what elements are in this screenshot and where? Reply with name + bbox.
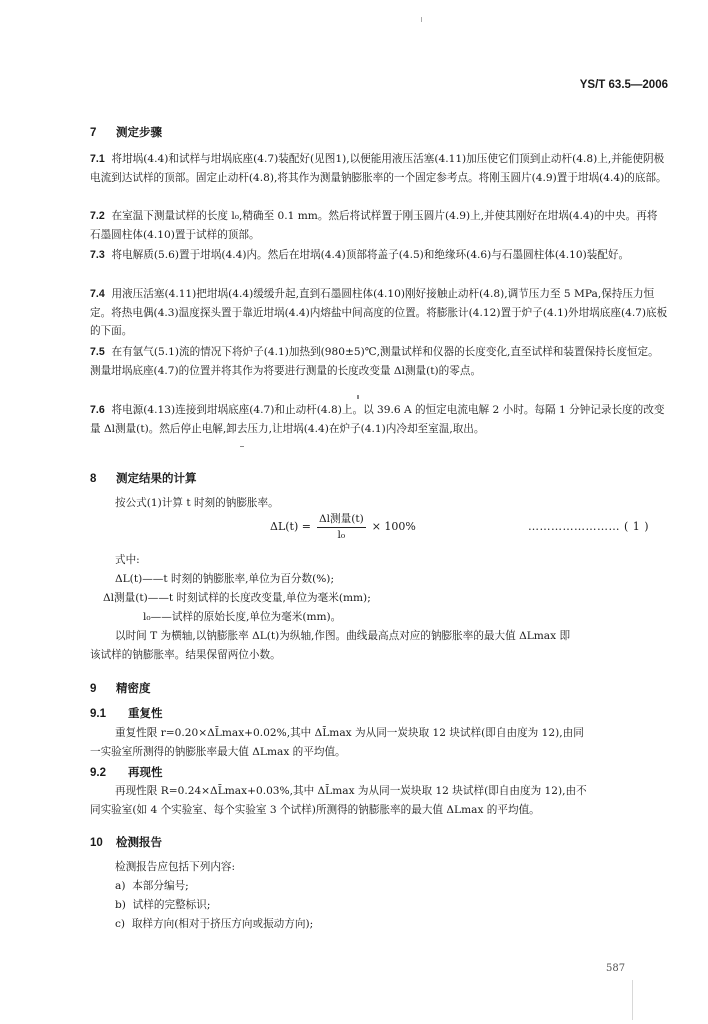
section-8-heading <box>90 470 197 486</box>
definition-delta-l: ΔL(t)——t 时刻的钠膨胀率,单位为百分数(%); <box>115 573 335 585</box>
repeatability-line-2: 一实验室所测得的钠膨胀率最大值 ΔLmax 的平均值。 <box>90 746 346 758</box>
where-label: 式中: <box>115 554 140 566</box>
paragraph-7-4 <box>90 285 668 341</box>
subsection-9-2-heading <box>90 764 163 780</box>
clause-number: 7.6 <box>90 404 105 416</box>
formula-number: …………………… ( 1 ) <box>528 520 650 533</box>
formula-numerator: Δl测量(t) <box>317 511 366 528</box>
item-label: a) <box>115 880 126 892</box>
formula-denominator: l₀ <box>337 529 346 541</box>
subsection-title: 重复性 <box>128 708 163 720</box>
item-text: 试样的完整标识; <box>132 899 211 911</box>
reproducibility-line-2: 同实验室(如 4 个实验室、每个实验室 3 个试样)所测得的钠膨胀率的最大值 ΔLmax 的平均值。 <box>90 804 540 816</box>
clause-number: 7.5 <box>90 346 105 358</box>
section-10-heading <box>90 834 162 850</box>
report-item-c <box>115 916 313 931</box>
subsection-title: 再现性 <box>128 767 163 779</box>
clause-number: 7.3 <box>90 249 105 261</box>
clause-text: 将电解质(5.6)置于坩埚(4.4)内。然后在坩埚(4.4)顶部将盖子(4.5)和绝缘环(4.6)与石墨圆柱体(4.10)装配好。 <box>111 249 630 261</box>
section-7-heading <box>90 124 162 140</box>
subsection-9-1-heading <box>90 705 163 721</box>
standard-code: YS/T 63.5—2006 <box>579 79 668 91</box>
reproducibility-line-1: 再现性限 R=0.24×ΔL̄max+0.03%,其中 ΔL̄max 为从同一炭块取 12 块试样(即自由度为 12),由不 <box>115 785 587 797</box>
paragraph-7-2 <box>90 207 668 244</box>
clause-text: 将坩埚(4.4)和试样与坩埚底座(4.7)装配好(见图1),以便能用液压活塞(4.11)加压使它们顶到止动杆(4.8)上,并能使阴极电流到达试样的顶部。固定止动杆(4.8),将其作为测量钠膨胀率的一个固定参考点。将刚玉圆片(4.9)置于坩埚(4.4)的底部。 <box>90 153 667 184</box>
formula-1 <box>270 511 416 541</box>
calc-intro: 按公式(1)计算 t 时刻的钠膨胀率。 <box>115 497 279 509</box>
repeatability-line-1: 重复性限 r=0.20×ΔL̄max+0.02%,其中 ΔL̄max 为从同一炭块取 12 块试样(即自由度为 12),由同 <box>115 727 584 739</box>
section-number: 10 <box>90 837 103 849</box>
definition-delta-l-measured: Δl测量(t)——t 时刻试样的长度改变量,单位为毫米(mm); <box>103 592 371 604</box>
clause-text: 将电源(4.13)连接到坩埚底座(4.7)和止动杆(4.8)上。以 39.6 A 的恒定电流电解 2 小时。每隔 1 分钟记录长度的改变量 Δl测量(t)。然后停止电解,卸去压力,让坩埚(4.4)在炉子(4.1)内冷却至室温,取出。 <box>90 404 665 435</box>
scan-speck <box>421 17 422 22</box>
formula-rhs: × 100% <box>371 519 416 533</box>
section-title: 精密度 <box>116 683 151 695</box>
subsection-number: 9.1 <box>90 708 106 720</box>
item-label: c) <box>115 918 126 930</box>
section-title: 测定步骤 <box>116 127 162 139</box>
section-number: 7 <box>90 127 97 139</box>
report-item-a <box>115 878 189 893</box>
item-text: 本部分编号; <box>132 880 189 892</box>
clause-number: 7.2 <box>90 210 105 222</box>
subsection-number: 9.2 <box>90 767 106 779</box>
definition-l0: l₀——试样的原始长度,单位为毫米(mm)。 <box>143 611 342 623</box>
formula-lhs: ΔL(t) = <box>270 519 311 533</box>
section-9-heading <box>90 680 151 696</box>
item-text: 取样方向(相对于挤压方向或振动方向); <box>131 918 314 930</box>
scan-speck <box>240 446 244 447</box>
report-item-b <box>115 897 210 912</box>
section-number: 8 <box>90 473 97 485</box>
clause-text: 用液压活塞(4.11)把坩埚(4.4)缓缓升起,直到石墨圆柱体(4.10)刚好接触止动杆(4.8),调节压力至 5 MPa,保持压力恒定。将热电偶(4.3)温度探头置于靠近坩埚(4.4)内熔盐中间高度的位置。将膨胀计(4.12)置于炉子(4.1)外坩埚底座(4.7)底板的下面。 <box>90 288 668 337</box>
clause-text: 在室温下测量试样的长度 l₀,精确至 0.1 mm。然后将试样置于刚玉圆片(4.9)上,并使其刚好在坩埚(4.4)的中央。再将石墨圆柱体(4.10)置于试样的顶部。 <box>90 210 658 241</box>
report-intro: 检测报告应包括下列内容: <box>115 861 236 873</box>
scan-speck <box>357 395 359 399</box>
clause-number: 7.1 <box>90 153 105 165</box>
conclusion-line-2: 该试样的钠膨胀率。结果保留两位小数。 <box>90 649 281 661</box>
paragraph-7-3 <box>90 246 668 265</box>
scan-edge-line <box>632 980 633 1020</box>
clause-number: 7.4 <box>90 288 105 300</box>
paragraph-7-1 <box>90 150 668 187</box>
paragraph-7-5 <box>90 343 668 380</box>
conclusion-line-1: 以时间 T 为横轴,以钠膨胀率 ΔL(t)为纵轴,作图。曲线最高点对应的钠膨胀率的最大值 ΔLmax 即 <box>115 630 571 642</box>
section-number: 9 <box>90 683 97 695</box>
page-number: 587 <box>606 963 626 974</box>
section-title: 测定结果的计算 <box>116 473 197 485</box>
paragraph-7-6 <box>90 401 668 438</box>
formula-fraction <box>317 511 366 541</box>
section-title: 检测报告 <box>116 837 162 849</box>
clause-text: 在有氩气(5.1)流的情况下将炉子(4.1)加热到(980±5)℃,测量试样和仪器的长度变化,直至试样和装置保持长度恒定。测量坩埚底座(4.7)的位置并将其作为将要进行测量的长度改变量 Δl测量(t)的零点。 <box>90 346 659 377</box>
item-label: b) <box>115 899 126 911</box>
